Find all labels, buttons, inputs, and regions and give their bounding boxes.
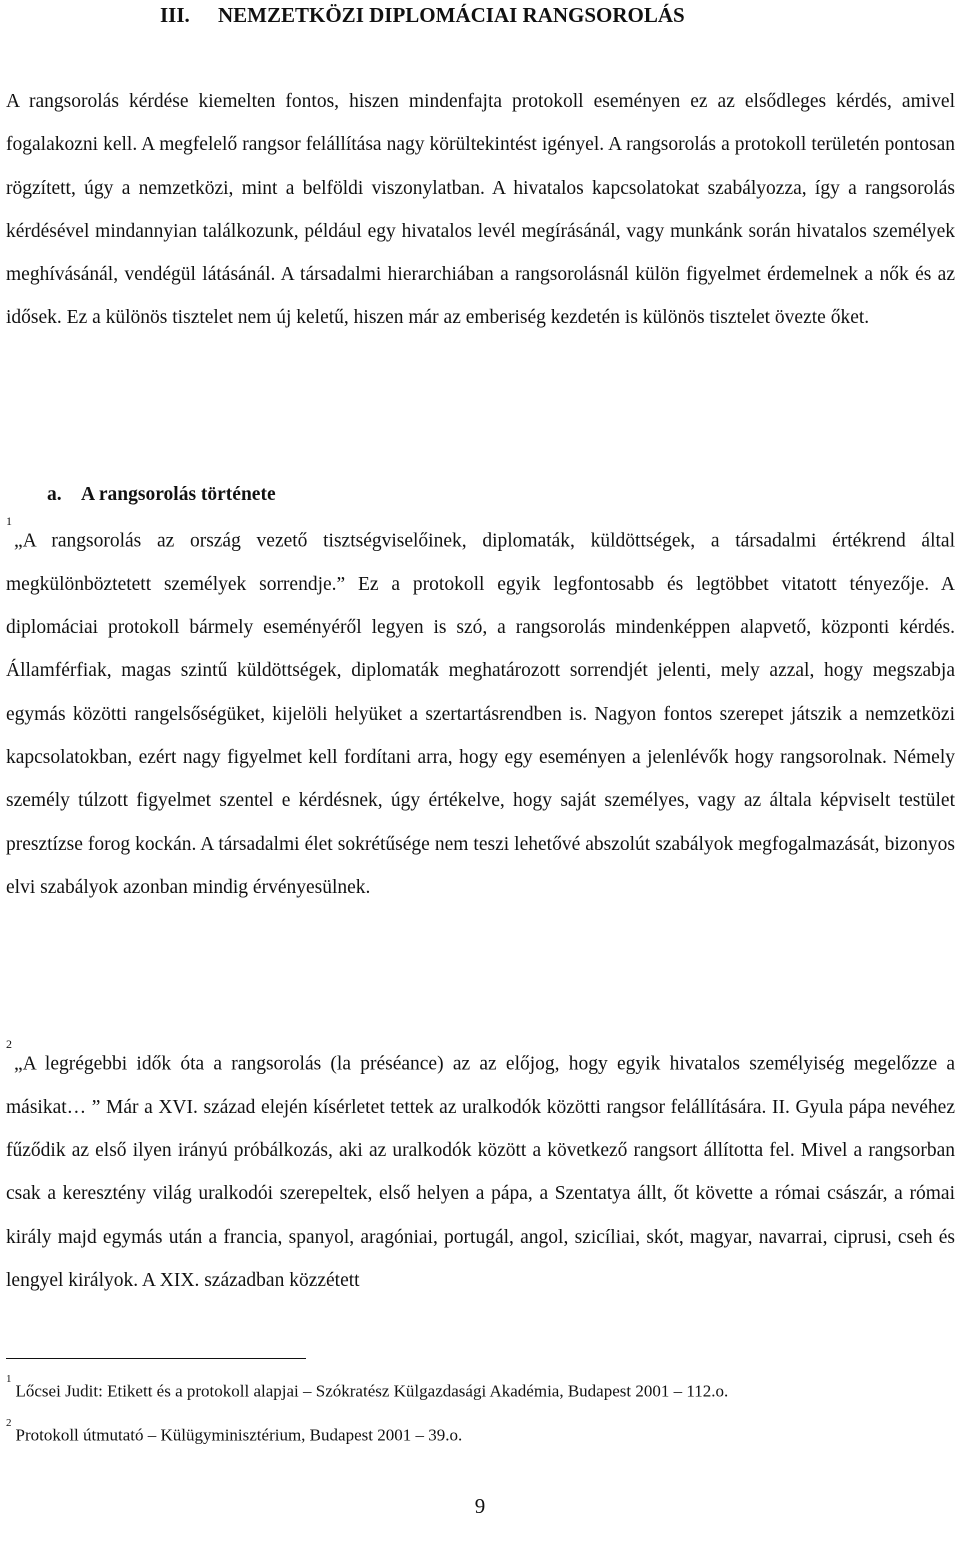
footnote-separator: [6, 1358, 306, 1359]
chapter-number: III.: [160, 3, 190, 27]
body-paragraph-1: [6, 514, 955, 909]
footnote-1: [6, 1374, 728, 1405]
section-letter: a.: [47, 484, 62, 505]
footnote-1-text: Lőcsei Judit: Etikett és a protokoll alapjai – Szókratész Külgazdasági Akadémia, Budapest 2001 – 112.o.: [15, 1381, 729, 1401]
footnote-reference-1[interactable]: 1: [6, 514, 12, 528]
intro-paragraph: A rangsorolás kérdése kiemelten fontos, hiszen mindenfajta protokoll eseményen ez az elsődleges kérdés, amivel fogalakozni kell. A megfelelő rangsor felállítása nagy körültekintést igényel. A rangsorolás a protokoll területén pontosan rögzített, úgy a nemzetközi, mint a belföldi viszonylatban. A hivatalos kapcsolatokat szabályozza, így a rangsorolás kérdésével mindannyian találkozunk, például egy hivatalos levél megírásánál, vagy munkánk során hivatalos személyek meghívásánál, vendégül látásánál. A társadalmi hierarchiában a rangsorolásnál külön figyelmet érdemelnek a nők és az idősek. Ez a különös tisztelet nem új keletű, hiszen már az emberiség kezdetén is különös tisztelet övezte őket.: [6, 91, 955, 329]
page-number: 9: [474, 1494, 486, 1518]
footnote-mark-1: 1: [6, 1373, 12, 1385]
chapter-title: NEMZETKÖZI DIPLOMÁCIAI RANGSOROLÁS: [218, 3, 685, 27]
footnote-2-text: Protokoll útmutató – Külügyminisztérium, Budapest 2001 – 39.o.: [15, 1425, 463, 1445]
body-paragraph-1-text: „A rangsorolás az ország vezető tisztségviselőinek, diplomaták, küldöttségek, a társadalmi értékrend által megkülönböztetett személyek sorrendje.” Ez a protokoll egyik legfontosabb és legtöbbet vitatott tényezője. A diplomáciai protokoll bármely eseményéről legyen is szó, a rangsorolás mindenképpen alapvető, központi kérdés. Államférfiak, magas szintű küldöttségek, diplomaták meghatározott sorrendjét jelenti, mely azzal, hogy megszabja egymás közötti rangelsőségüket, kijelöli helyüket a szertartásrendben is. Nagyon fontos szerepet játszik a nemzetközi kapcsolatokban, ezért nagy figyelmet kell fordítani arra, hogy egy eseményen a jelenlévők hogy rangsorolnak. Némely személy túlzott figyelmet szentel e kérdésnek, úgy értékelve, hogy saját személyes, vagy az általa képviselt testület presztízse forog kockán. A társadalmi élet sokrétűsége nem teszi lehetővé abszolút szabályok megfogalmazását, bizonyos elvi szabályok azonban mindig érvényesülnek.: [6, 530, 955, 898]
footnote-reference-2[interactable]: 2: [6, 1037, 12, 1051]
body-paragraph-2-text: „A legrégebbi idők óta a rangsorolás (la préséance) az az előjog, hogy egyik hivatalos személyiség megelőzze a másikat… ” Már a XVI. század elején kísérletet tettek az uralkodók közötti rangsor felállítására. II. Gyula pápa nevéhez fűződik az első ilyen irányú próbálkozás, aki az uralkodók között a következő rangsort állította fel. Mivel a rangsorban csak a keresztény világ uralkodói szerepeltek, első helyen a pápa, a Szentatya állt, őt követte a római császár, a római király majd egymás után a francia, spanyol, aragóniai, portugál, angol, szicíliai, skót, magyar, navarrai, ciprusi, cseh és lengyel királyok. A XIX. században közzétett: [6, 1053, 955, 1291]
chapter-heading: [160, 0, 685, 30]
footnote-mark-2: 2: [6, 1417, 12, 1429]
section-title: A rangsorolás története: [81, 484, 276, 505]
footnote-2: [6, 1418, 462, 1449]
body-paragraph-2: [6, 1037, 955, 1302]
section-heading: [47, 473, 276, 516]
